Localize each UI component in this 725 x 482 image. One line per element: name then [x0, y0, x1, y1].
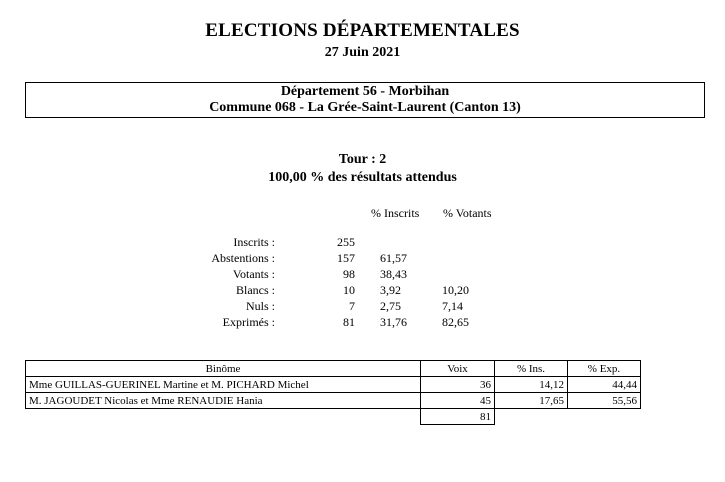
binome-pct-exp: 44,44: [568, 377, 641, 393]
total-voix: 81: [421, 409, 495, 425]
stat-row-abstentions: [0, 250, 725, 266]
stat-pct-inscrits: 61,57: [380, 251, 407, 265]
binome-name: Mme GUILLAS-GUERINEL Martine et M. PICHARD Michel: [26, 377, 421, 393]
table-row: [26, 377, 641, 393]
col-header-votants: % Votants: [443, 206, 492, 220]
stat-value: 255: [337, 235, 355, 249]
binome-voix: 36: [421, 377, 495, 393]
departement-label: Département 56 - Morbihan: [280, 84, 450, 99]
results-expected: 100,00 % des résultats attendus: [268, 170, 457, 185]
stat-value: 157: [337, 251, 355, 265]
binome-voix: 45: [421, 393, 495, 409]
stat-value: 98: [343, 267, 355, 281]
results-header-row: [26, 361, 641, 377]
header-voix: Voix: [421, 361, 495, 377]
location-box: [25, 82, 705, 118]
stat-value: 10: [343, 283, 355, 297]
stat-pct-inscrits: 3,92: [380, 283, 401, 297]
stat-pct-votants: 7,14: [442, 299, 463, 313]
binome-pct-ins: 17,65: [495, 393, 568, 409]
stat-row-exprimes: [0, 314, 725, 330]
election-date: 27 Juin 2021: [324, 45, 401, 60]
stat-label: Votants :: [232, 267, 275, 281]
stat-pct-inscrits: 2,75: [380, 299, 401, 313]
header-pct-exp: % Exp.: [568, 361, 641, 377]
stat-value: 81: [343, 315, 355, 329]
stat-pct-inscrits: 31,76: [380, 315, 407, 329]
stat-label: Abstentions :: [211, 251, 275, 265]
stat-value: 7: [349, 299, 355, 313]
stat-row-nuls: [0, 298, 725, 314]
stat-pct-inscrits: 38,43: [380, 267, 407, 281]
stat-row-blancs: [0, 282, 725, 298]
table-row: [26, 393, 641, 409]
stat-pct-votants: 82,65: [442, 315, 469, 329]
total-row: [26, 409, 641, 425]
col-header-inscrits: % Inscrits: [371, 206, 420, 220]
binome-name: M. JAGOUDET Nicolas et Mme RENAUDIE Hania: [26, 393, 421, 409]
stat-row-inscrits: [0, 234, 725, 250]
header-binome: Binôme: [26, 361, 421, 377]
header-pct-ins: % Ins.: [495, 361, 568, 377]
tour-label: Tour : 2: [338, 152, 387, 167]
binome-pct-ins: 14,12: [495, 377, 568, 393]
stat-row-votants: [0, 266, 725, 282]
stat-pct-votants: 10,20: [442, 283, 469, 297]
page-title: ELECTIONS DÉPARTEMENTALES: [205, 20, 520, 41]
stat-label: Exprimés :: [222, 315, 275, 329]
stat-label: Blancs :: [236, 283, 275, 297]
stat-label: Nuls :: [245, 299, 275, 313]
stat-label: Inscrits :: [233, 235, 275, 249]
commune-label: Commune 068 - La Grée-Saint-Laurent (Canton 13): [209, 100, 521, 115]
results-table: [25, 360, 641, 425]
binome-pct-exp: 55,56: [568, 393, 641, 409]
